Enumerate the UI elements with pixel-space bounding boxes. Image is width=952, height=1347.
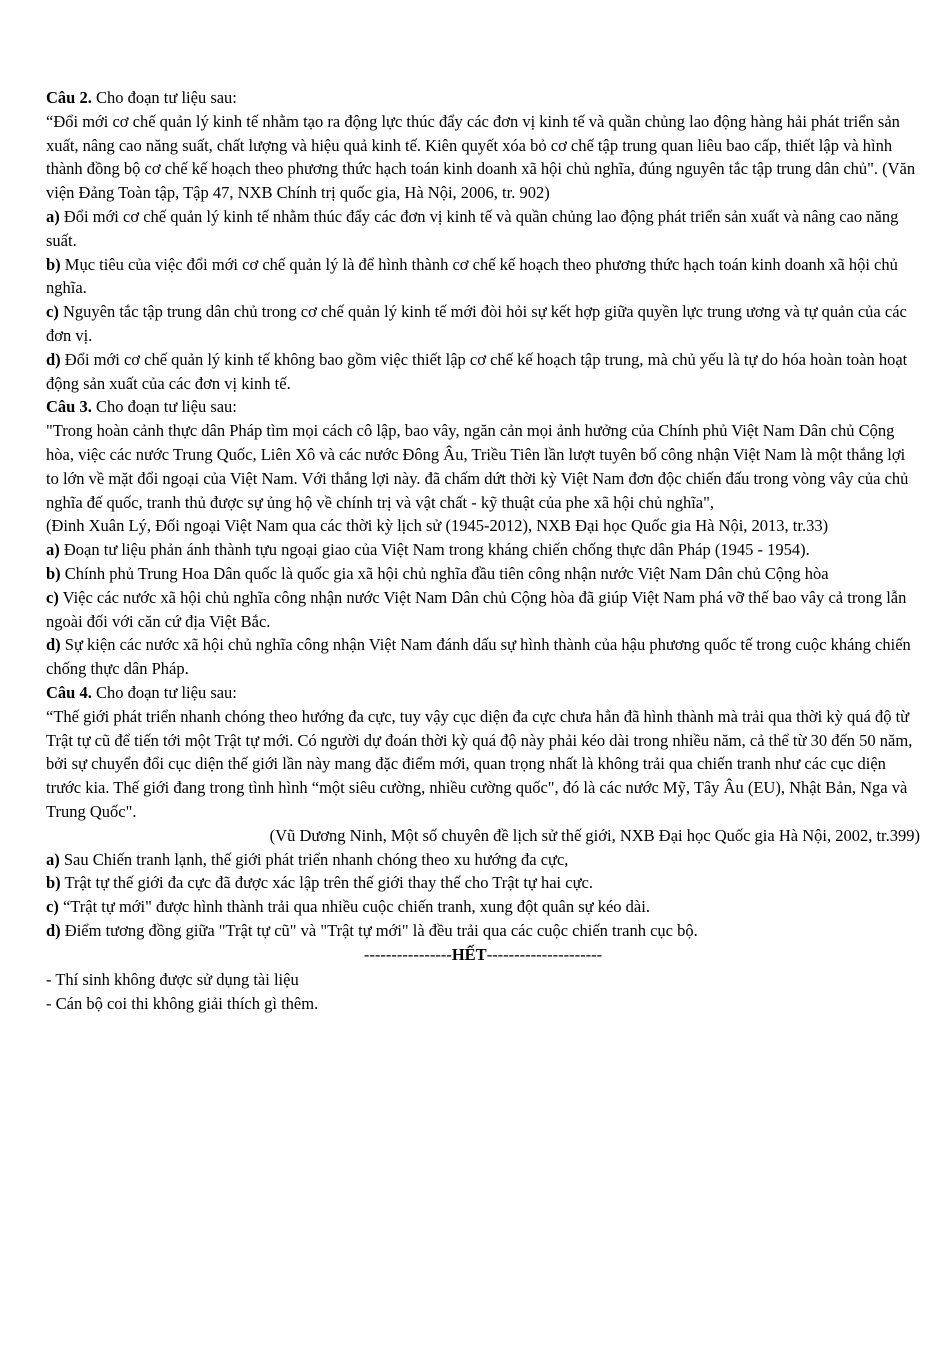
option-a [46, 538, 920, 562]
question-number: Câu 4. [46, 682, 92, 702]
option-text: Đổi mới cơ chế quản lý kinh tế không bao gồm việc thiết lập cơ chế kế hoạch tập trung, mà chủ yếu là tự do hóa hoàn toàn hoạt động sản xuất của các đơn vị kinh tế. [46, 349, 908, 393]
question-4 [46, 681, 920, 943]
end-marker [46, 943, 920, 967]
option-c [46, 586, 920, 634]
option-label: a) [46, 206, 60, 226]
option-label: c) [46, 897, 59, 917]
option-b [46, 562, 920, 586]
option-b [46, 871, 920, 895]
option-text: Đoạn tư liệu phản ánh thành tựu ngoại giao của Việt Nam trong kháng chiến chống thực dân Pháp (1945 - 1954). [63, 540, 810, 560]
option-label: c) [46, 587, 59, 607]
option-text: Sau Chiến tranh lạnh, thế giới phát triển nhanh chóng theo xu hướng đa cực, [63, 849, 569, 869]
option-text: “Trật tự mới" được hình thành trải qua nhiều cuộc chiến tranh, xung đột quân sự kéo dài. [62, 897, 650, 917]
option-d [46, 919, 920, 943]
option-b [46, 253, 920, 301]
question-2 [46, 86, 920, 395]
option-d [46, 348, 920, 396]
question-intro: Cho đoạn tư liệu sau: [95, 397, 237, 417]
option-text: Nguyên tắc tập trung dân chủ trong cơ chế quản lý kinh tế mới đòi hỏi sự kết hợp giữa quyền lực trung ương và tự quản của các đơn vị. [46, 302, 907, 345]
question-passage: “Thế giới phát triển nhanh chóng theo hướng đa cực, tuy vậy cục diện đa cực chưa hẳn đã hình thành mà trải qua thời kỳ quá độ từ Trật tự cũ để tiến tới một Trật tự mới. Có người dự đoán thời kỳ quá độ này phải kéo dài trong nhiều năm, cả thể từ 30 đến 50 năm, bởi sự chuyển đổi cục diện thế giới lần này mang đặc điểm mới, quan trọng nhất là không trải qua chiến tranh như các cục diện trước kia. Thế giới đang trong tình hình “một siêu cường, nhiều cường quốc", đó là các nước Mỹ, Tây Âu (EU), Nhật Bản, Nga và Trung Quốc". [46, 706, 913, 821]
note-line: - Thí sinh không được sử dụng tài liệu [46, 970, 299, 990]
option-label: c) [46, 302, 59, 322]
question-passage: "Trong hoàn cảnh thực dân Pháp tìm mọi cách cô lập, bao vây, ngăn cản mọi ảnh hưởng của Chính phủ Việt Nam Dân chủ Cộng hòa, việc các nước Trung Quốc, Liên Xô và các nước Đông Âu, Triều Tiên lần lượt tuyên bố công nhận Việt Nam là một thắng lợi to lớn về mặt đổi ngoại của Việt Nam. Với thắng lợi này. đã chấm dứt thời kỳ Việt Nam đơn độc chiến đấu trong vòng vây của chủ nghĩa đế quốc, tranh thủ được sự ủng hộ về chính trị và vật chất - kỹ thuật của phe xã hội chủ nghĩa", [46, 421, 909, 512]
question-passage: “Đổi mới cơ chế quản lý kinh tế nhằm tạo ra động lực thúc đẩy các đơn vị kinh tế và quần chủng lao động hàng hải phát triển sản xuất, nâng cao năng suất, chất lượng và hiệu quả kinh tế. Kiên quyết xóa bỏ cơ chế tập trung quan liêu bao cấp, thiết lập và hình thành đồng bộ cơ chế kế hoạch theo phương thức hạch toán kinh doanh xã hội chủ nghĩa, đúng nguyên tắc tập trung dân chủ". (Văn viện Đảng Toàn tập, Tập 47, NXB Chính trị quốc gia, Hà Nội, 2006, tr. 902) [46, 111, 916, 203]
question-number: Câu 3. [46, 397, 92, 417]
question-number: Câu 2. [46, 88, 92, 107]
option-label: a) [46, 540, 60, 560]
option-text: Sự kiện các nước xã hội chủ nghĩa công nhận Việt Nam đánh dấu sự hình thành của hậu phương quốc tế trong cuộc kháng chiến chống thực dân Pháp. [46, 635, 911, 679]
option-label: b) [46, 873, 61, 893]
option-text: Việc các nước xã hội chủ nghĩa công nhận nước Việt Nam Dân chủ Cộng hòa đã giúp Việt Nam phá vỡ thế bao vây cả trong lẫn ngoài đối với căn cứ địa Việt Bắc. [46, 587, 907, 631]
option-a [46, 205, 920, 253]
option-label: d) [46, 920, 61, 940]
option-text: Trật tự thế giới đa cực đã được xác lập trên thế giới thay thế cho Trật tự hai cực. [64, 873, 593, 893]
question-heading [46, 681, 920, 705]
end-dashes-left: ---------------- [363, 944, 452, 964]
question-heading [46, 395, 920, 419]
option-label: b) [46, 563, 61, 583]
option-label: d) [46, 635, 61, 655]
end-label: HẾT [451, 944, 487, 964]
question-heading [46, 86, 920, 110]
question-intro: Cho đoạn tư liệu sau: [95, 88, 237, 107]
question-3 [46, 395, 920, 681]
option-c [46, 300, 920, 348]
option-label: a) [46, 849, 60, 869]
question-source: (Đinh Xuân Lý, Đối ngoại Việt Nam qua các thời kỳ lịch sử (1945-2012), NXB Đại học Quốc gia Hà Nội, 2013, tr.33) [46, 516, 829, 536]
question-intro: Cho đoạn tư liệu sau: [95, 682, 237, 702]
note-line: - Cán bộ coi thi không giải thích gì thêm. [46, 994, 319, 1014]
option-label: d) [46, 349, 61, 369]
option-a [46, 848, 920, 872]
option-d [46, 633, 920, 681]
option-label: b) [46, 254, 61, 274]
option-text: Mục tiêu của việc đổi mới cơ chế quản lý là để hình thành cơ chế kế hoạch theo phương thức hạch toán kinh doanh xã hội chủ nghĩa. [46, 254, 898, 298]
option-text: Chính phủ Trung Hoa Dân quốc là quốc gia xã hội chủ nghĩa đầu tiên công nhận nước Việt Nam Dân chủ Cộng hòa [64, 563, 829, 583]
exam-page [46, 86, 920, 1016]
question-source: (Vũ Dương Ninh, Một số chuyên đề lịch sử thế giới, NXB Đại học Quốc gia Hà Nội, 2002, tr.399) [269, 825, 920, 845]
end-dashes-right: --------------------- [486, 944, 603, 964]
exam-notes [46, 968, 920, 1016]
option-c [46, 895, 920, 919]
option-text: Điểm tương đồng giữa "Trật tự cũ" và "Trật tự mới" là đều trải qua các cuộc chiến tranh cục bộ. [64, 920, 698, 940]
option-text: Đổi mới cơ chế quản lý kinh tế nhằm thúc đẩy các đơn vị kinh tế và quần chủng lao động phát triển sản xuất và nâng cao năng suất. [46, 206, 899, 250]
